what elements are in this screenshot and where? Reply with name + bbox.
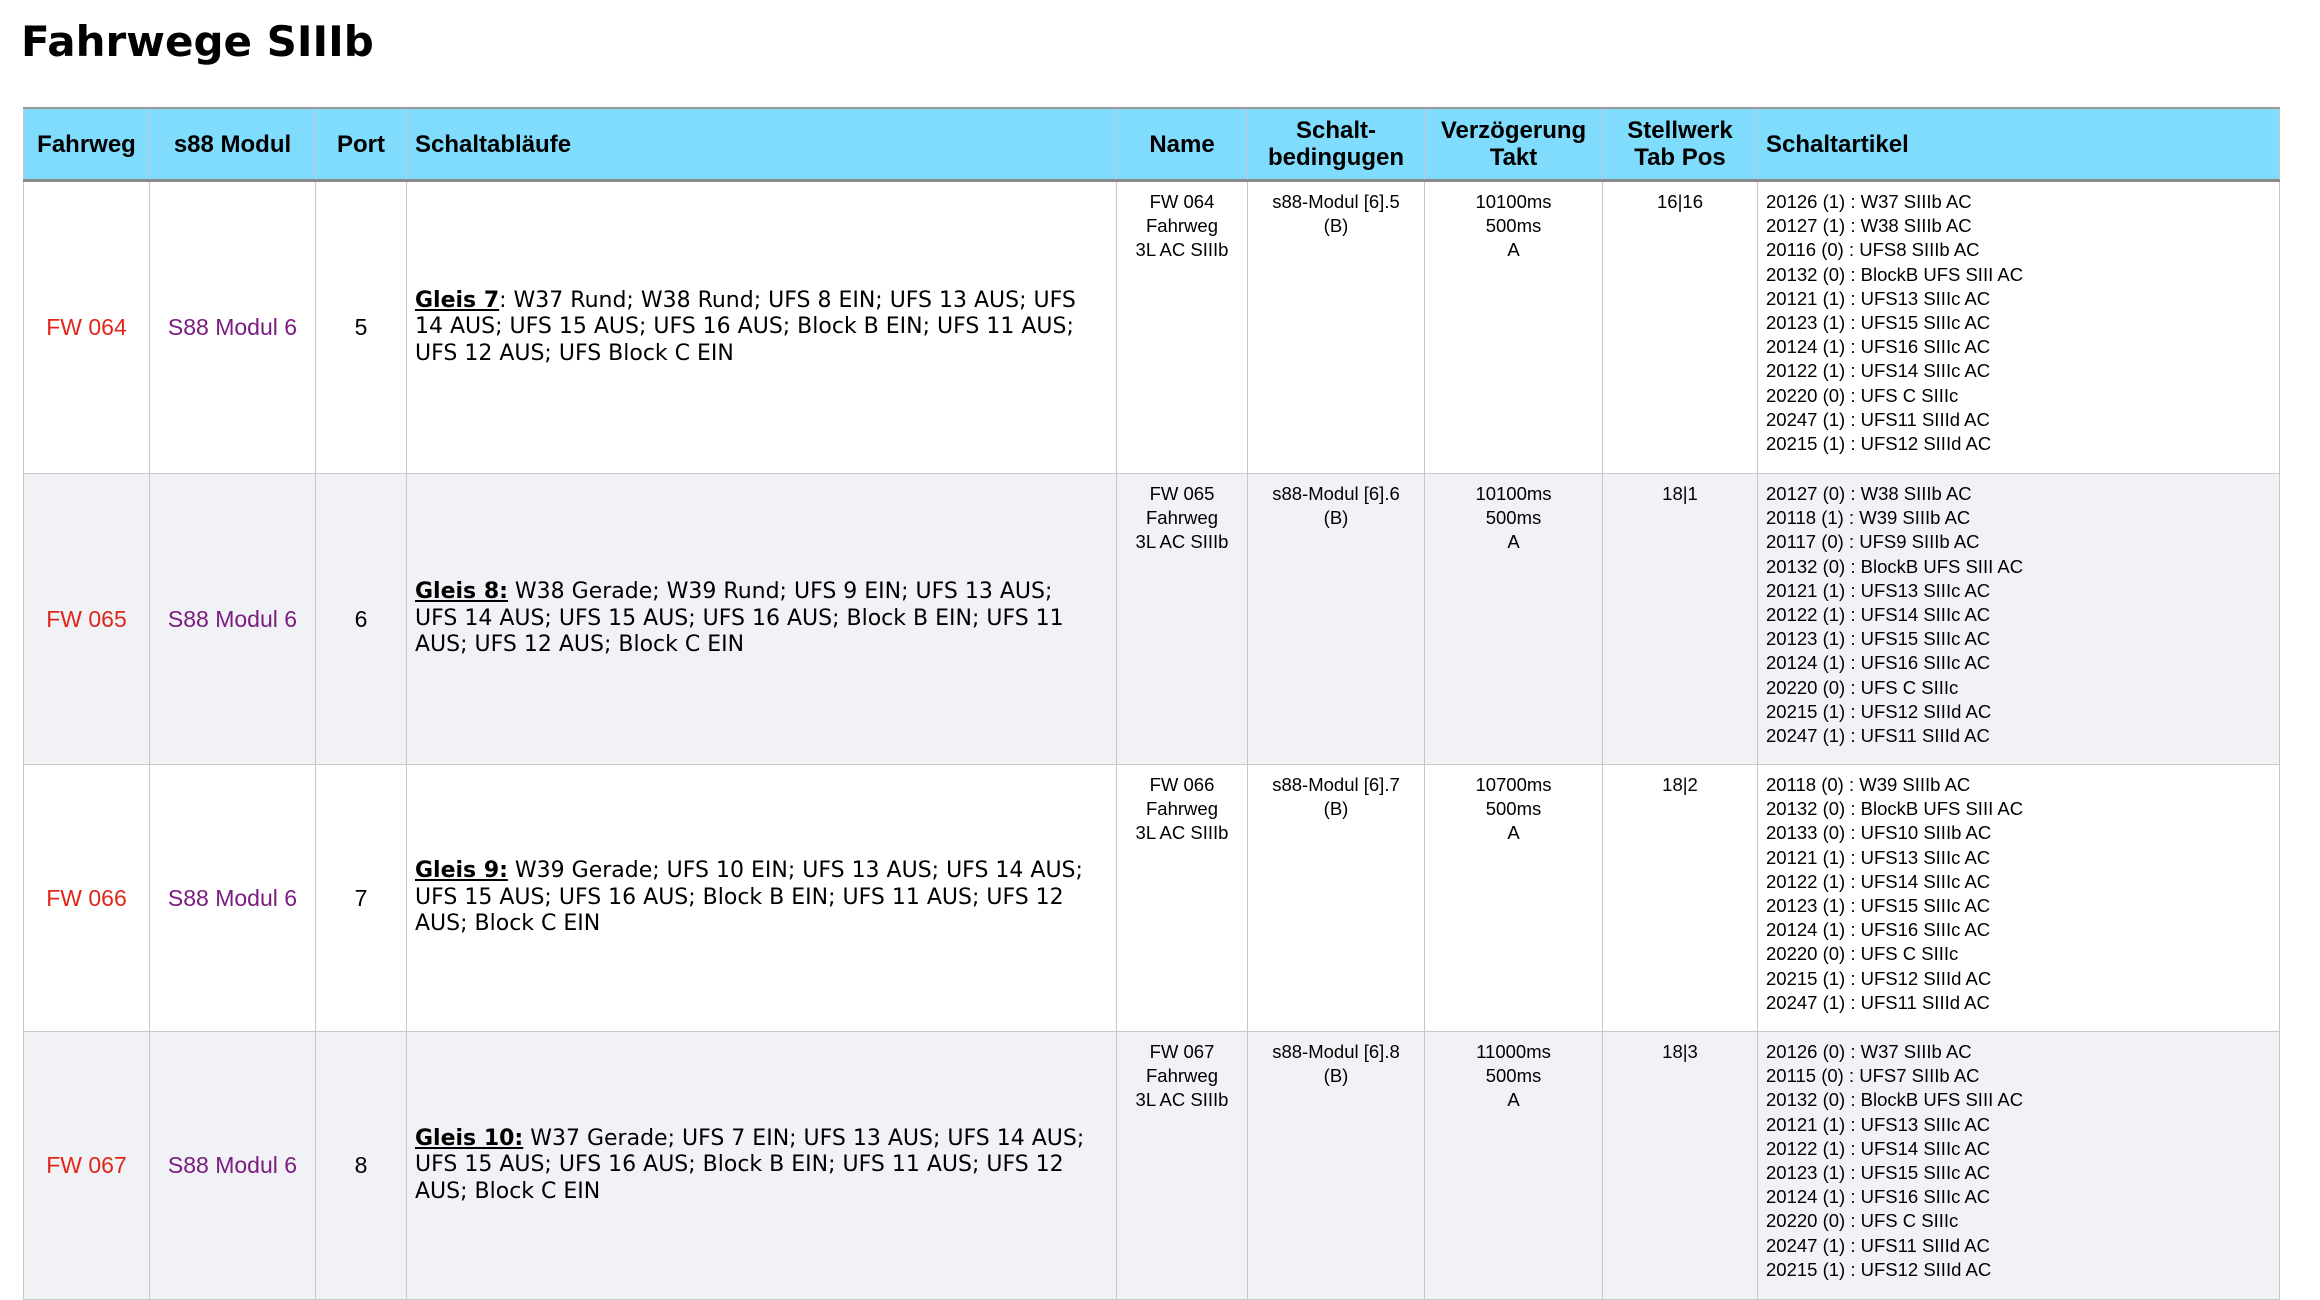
schaltartikel-item: 20117 (0) : UFS9 SIIIb AC [1766,531,1980,553]
schaltartikel-item: 20215 (1) : UFS12 SIIId AC [1766,1258,1992,1280]
name-line: 3L AC SIIIb [1135,1089,1229,1111]
fahrweg-cell: FW 065 [24,474,150,765]
name-line: FW 065 [1149,483,1215,504]
schaltartikel-item: 20247 (1) : UFS11 SIIId AC [1766,725,1990,747]
schaltablauf-cell [407,181,1117,474]
schaltartikel-item: 20123 (1) : UFS15 SIIIc AC [1766,1162,1991,1184]
fahrweg-cell: FW 066 [24,765,150,1032]
schaltartikel-item: 20121 (1) : UFS13 SIIIc AC [1766,1113,1991,1135]
name-cell [1117,474,1248,765]
verzoegerung-line: 500ms [1485,507,1542,529]
bedingung-line: (B) [1323,798,1349,820]
schaltartikel-item: 20215 (1) : UFS12 SIIId AC [1766,700,1992,722]
verzoegerung-cell [1425,181,1603,474]
schaltablauf-text: W39 Gerade; UFS 10 EIN; UFS 13 AUS; UFS 14 AUS; UFS 15 AUS; UFS 16 AUS; Block B EIN; UFS 11 AUS; UFS 12 AUS; Block C EIN [415,858,1083,937]
schaltablauf-text: W37 Gerade; UFS 7 EIN; UFS 13 AUS; UFS 14 AUS; UFS 15 AUS; UFS 16 AUS; Block B EIN; UFS 11 AUS; UFS 12 AUS; Block C EIN [415,1125,1085,1204]
verzoegerung-line: A [1507,1089,1520,1111]
schaltartikel-cell [1758,1032,2280,1300]
table-row [24,474,2280,765]
name-line: FW 066 [1149,774,1215,795]
schaltartikel-item: 20215 (1) : UFS12 SIIId AC [1766,967,1992,989]
schaltartikel-item: 20122 (1) : UFS14 SIIIc AC [1766,1137,1991,1159]
table-row [24,1032,2280,1300]
schaltartikel-item: 20215 (1) : UFS12 SIIId AC [1766,433,1992,455]
gleis-label: Gleis 10: [415,1125,524,1151]
table-header-row [24,108,2280,181]
schaltartikel-item: 20220 (0) : UFS C SIIIc [1766,1210,1959,1232]
s88-modul-cell: S88 Modul 6 [150,1032,316,1300]
header-schaltbedingungen-line1: Schalt- [1295,117,1376,144]
verzoegerung-line: 500ms [1485,1065,1542,1087]
header-schaltablaeufe: Schaltabläufe [407,108,1117,181]
header-schaltartikel: Schaltartikel [1758,108,2280,181]
schaltartikel-item: 20247 (1) : UFS11 SIIId AC [1766,408,1990,430]
schaltartikel-item: 20122 (1) : UFS14 SIIIc AC [1766,604,1991,626]
tab-pos-cell: 18|3 [1603,1032,1758,1300]
schaltartikel-item: 20123 (1) : UFS15 SIIIc AC [1766,312,1991,334]
schaltartikel-item: 20121 (1) : UFS13 SIIIc AC [1766,846,1991,868]
tab-pos-cell: 18|1 [1603,474,1758,765]
s88-modul-cell: S88 Modul 6 [150,474,316,765]
schaltartikel-item: 20127 (0) : W38 SIIIb AC [1766,483,1972,504]
port-cell: 6 [316,474,407,765]
name-line: 3L AC SIIIb [1135,822,1229,844]
port-cell: 8 [316,1032,407,1300]
schaltartikel-item: 20115 (0) : UFS7 SIIIb AC [1766,1065,1980,1087]
verzoegerung-line: 500ms [1485,215,1542,237]
schaltartikel-item: 20124 (1) : UFS16 SIIIc AC [1766,652,1991,674]
header-name: Name [1117,108,1248,181]
schaltartikel-item: 20247 (1) : UFS11 SIIId AC [1766,1234,1990,1256]
verzoegerung-line: A [1507,531,1520,553]
schaltablauf-cell [407,474,1117,765]
table-row [24,181,2280,474]
bedingung-line: (B) [1323,1065,1349,1087]
schaltartikel-item: 20121 (1) : UFS13 SIIIc AC [1766,287,1991,309]
s88-modul-cell: S88 Modul 6 [150,181,316,474]
bedingung-line: s88-Modul [6].7 [1272,774,1400,795]
schaltablauf-cell [407,765,1117,1032]
schaltablauf-text: W38 Gerade; W39 Rund; UFS 9 EIN; UFS 13 AUS; UFS 14 AUS; UFS 15 AUS; UFS 16 AUS; Block B EIN; UFS 11 AUS; UFS 12 AUS; Block C EIN [415,579,1064,658]
schaltartikel-item: 20122 (1) : UFS14 SIIIc AC [1766,360,1991,382]
bedingung-line: s88-Modul [6].6 [1272,483,1400,504]
verzoegerung-cell [1425,474,1603,765]
verzoegerung-line: 500ms [1485,798,1542,820]
schaltablauf-cell [407,1032,1117,1300]
schaltartikel-item: 20118 (0) : W39 SIIIb AC [1766,774,1971,795]
header-schaltbedingungen-line2: bedingugen [1268,144,1404,171]
schaltartikel-item: 20123 (1) : UFS15 SIIIc AC [1766,628,1991,650]
header-verzoegerung-line2: Takt [1489,144,1538,171]
gleis-label: Gleis 8: [415,579,508,605]
schaltartikel-item: 20123 (1) : UFS15 SIIIc AC [1766,895,1991,917]
bedingung-line: s88-Modul [6].8 [1272,1041,1400,1062]
schaltartikel-item: 20124 (1) : UFS16 SIIIc AC [1766,919,1991,941]
verzoegerung-line: 11000ms [1476,1041,1551,1062]
header-stellwerk-line2: Tab Pos [1634,144,1726,171]
header-s88-modul: s88 Modul [150,108,316,181]
schaltbedingung-cell [1248,1032,1425,1300]
port-cell: 5 [316,181,407,474]
name-line: Fahrweg [1146,1065,1218,1087]
fahrweg-cell: FW 064 [24,181,150,474]
schaltartikel-item: 20124 (1) : UFS16 SIIIc AC [1766,336,1991,358]
header-verzoegerung-line1: Verzögerung [1440,117,1587,144]
bedingung-line: (B) [1323,215,1349,237]
header-fahrweg: Fahrweg [24,108,150,181]
name-line: 3L AC SIIIb [1135,531,1229,553]
schaltartikel-item: 20220 (0) : UFS C SIIIc [1766,943,1959,965]
bedingung-line: s88-Modul [6].5 [1272,191,1400,212]
schaltartikel-item: 20118 (1) : W39 SIIIb AC [1766,507,1971,529]
s88-modul-cell: S88 Modul 6 [150,765,316,1032]
schaltartikel-cell [1758,181,2280,474]
table-row [24,765,2280,1032]
header-verzoegerung-takt [1425,108,1603,181]
schaltartikel-item: 20220 (0) : UFS C SIIIc [1766,676,1959,698]
schaltartikel-item: 20133 (0) : UFS10 SIIIb AC [1766,822,1992,844]
schaltartikel-item: 20247 (1) : UFS11 SIIId AC [1766,991,1990,1013]
header-stellwerk-line1: Stellwerk [1627,117,1733,144]
schaltartikel-item: 20122 (1) : UFS14 SIIIc AC [1766,870,1991,892]
port-cell: 7 [316,765,407,1032]
name-line: Fahrweg [1146,798,1218,820]
tab-pos-cell: 18|2 [1603,765,1758,1032]
schaltartikel-item: 20126 (1) : W37 SIIIb AC [1766,191,1972,212]
table-body [24,181,2280,1300]
fahrwege-table [23,107,2280,1300]
tab-pos-cell: 16|16 [1603,181,1758,474]
bedingung-line: (B) [1323,507,1349,529]
schaltartikel-cell [1758,474,2280,765]
schaltartikel-item: 20132 (0) : BlockB UFS SIII AC [1766,263,2024,285]
gleis-label: Gleis 9: [415,858,508,884]
verzoegerung-line: 10700ms [1475,774,1552,795]
schaltartikel-item: 20132 (0) : BlockB UFS SIII AC [1766,798,2024,820]
fahrweg-cell: FW 067 [24,1032,150,1300]
name-line: Fahrweg [1146,215,1218,237]
header-port: Port [316,108,407,181]
name-cell [1117,765,1248,1032]
header-stellwerk-tab-pos [1603,108,1758,181]
schaltartikel-item: 20124 (1) : UFS16 SIIIc AC [1766,1186,1991,1208]
name-line: FW 064 [1149,191,1215,212]
verzoegerung-cell [1425,1032,1603,1300]
gleis-label: Gleis 7 [415,287,500,313]
verzoegerung-line: A [1507,822,1520,844]
schaltartikel-item: 20121 (1) : UFS13 SIIIc AC [1766,579,1991,601]
verzoegerung-line: A [1507,239,1520,261]
schaltbedingung-cell [1248,181,1425,474]
name-cell [1117,181,1248,474]
header-schaltbedingungen [1248,108,1425,181]
schaltbedingung-cell [1248,474,1425,765]
schaltartikel-cell [1758,765,2280,1032]
schaltablauf-text: : W37 Rund; W38 Rund; UFS 8 EIN; UFS 13 AUS; UFS 14 AUS; UFS 15 AUS; UFS 16 AUS; Block B EIN; UFS 11 AUS; UFS 12 AUS; UFS Block C EIN [415,287,1076,366]
verzoegerung-cell [1425,765,1603,1032]
schaltartikel-item: 20132 (0) : BlockB UFS SIII AC [1766,555,2024,577]
schaltartikel-item: 20132 (0) : BlockB UFS SIII AC [1766,1089,2024,1111]
schaltartikel-item: 20220 (0) : UFS C SIIIc [1766,384,1959,406]
name-line: 3L AC SIIIb [1135,239,1229,261]
schaltbedingung-cell [1248,765,1425,1032]
verzoegerung-line: 10100ms [1475,191,1552,212]
name-cell [1117,1032,1248,1300]
name-line: Fahrweg [1146,507,1218,529]
page-title: Fahrwege SIIIb [21,17,374,66]
verzoegerung-line: 10100ms [1475,483,1552,504]
schaltartikel-item: 20126 (0) : W37 SIIIb AC [1766,1041,1972,1062]
schaltartikel-item: 20116 (0) : UFS8 SIIIb AC [1766,239,1980,261]
schaltartikel-item: 20127 (1) : W38 SIIIb AC [1766,215,1972,237]
name-line: FW 067 [1149,1041,1215,1062]
